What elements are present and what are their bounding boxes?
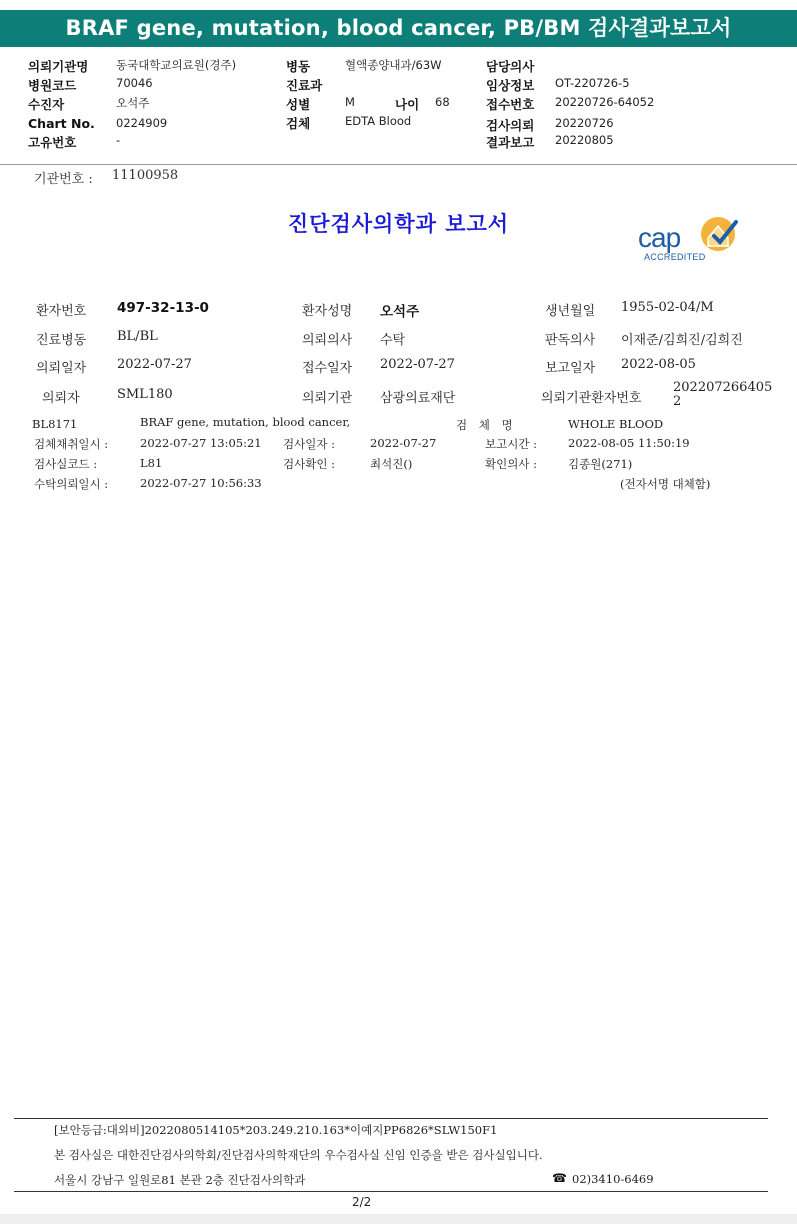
hdr-label-unique-no: 고유번호 bbox=[28, 135, 77, 150]
hdr-label-ward: 병동 bbox=[286, 59, 311, 74]
footer-bottom-rule bbox=[14, 1191, 768, 1192]
value-consign-time: 2022-07-27 10:56:33 bbox=[140, 476, 262, 490]
hdr-value-ward: 혈액종양내과/63W bbox=[345, 58, 442, 72]
value-lab-code: L81 bbox=[140, 456, 163, 470]
hdr-label-specimen: 검체 bbox=[286, 116, 311, 131]
hdr-value-report-date: 20220805 bbox=[555, 133, 614, 147]
value-test-date: 2022-07-27 bbox=[370, 436, 437, 450]
value-requester: SML180 bbox=[117, 387, 173, 402]
label-test-verify: 검사확인 : bbox=[283, 457, 335, 471]
hdr-label-age: 나이 bbox=[395, 97, 420, 112]
phone-icon: ☎ bbox=[552, 1171, 567, 1185]
address-line: 서울시 강남구 일원로81 본관 2층 진단검사의학과 bbox=[54, 1173, 306, 1187]
value-req-institution: 삼광의료재단 bbox=[380, 391, 456, 406]
value-care-ward: BL/BL bbox=[117, 329, 158, 344]
specimen-value: WHOLE BLOOD bbox=[568, 417, 664, 431]
institution-label: 기관번호 : bbox=[34, 172, 93, 187]
label-req-doctor: 의뢰의사 bbox=[302, 333, 353, 348]
label-care-ward: 진료병동 bbox=[36, 333, 87, 348]
report-title: 진단검사의학과 보고서 bbox=[287, 212, 510, 236]
top-margin bbox=[0, 0, 797, 10]
cap-brand-text: cap bbox=[638, 222, 681, 253]
value-inst-patient-no-line2: 2 bbox=[673, 394, 682, 409]
label-confirm-doctor: 확인의사 : bbox=[485, 457, 537, 471]
hdr-value-specimen: EDTA Blood bbox=[345, 114, 412, 128]
label-lab-code: 검사실코드 : bbox=[34, 457, 98, 471]
hdr-value-hospital-code: 70046 bbox=[116, 76, 153, 90]
value-confirm-doctor: 김종원(271) bbox=[568, 457, 633, 471]
label-req-institution: 의뢰기관 bbox=[302, 391, 353, 406]
hdr-label-chart-no: Chart No. bbox=[28, 116, 95, 131]
value-report-date: 2022-08-05 bbox=[621, 357, 696, 372]
header-divider bbox=[0, 164, 797, 165]
hdr-value-unique-no: - bbox=[116, 133, 121, 147]
value-req-doctor: 수탁 bbox=[380, 333, 406, 348]
test-code: BL8171 bbox=[32, 417, 78, 431]
hdr-label-receipt-no: 접수번호 bbox=[486, 97, 535, 112]
value-reading-doctor: 이재준/김희진/김희진 bbox=[621, 333, 743, 348]
page-number: 2/2 bbox=[352, 1195, 372, 1209]
label-consign-time: 수탁의뢰일시 : bbox=[34, 477, 109, 491]
label-report-date: 보고일자 bbox=[545, 361, 596, 376]
hdr-value-patient: 오석주 bbox=[116, 96, 150, 110]
value-patient-no: 497-32-13-0 bbox=[117, 300, 209, 316]
hdr-value-chart-no: 0224909 bbox=[116, 116, 168, 130]
hdr-label-report-date: 결과보고 bbox=[486, 135, 535, 150]
hdr-value-clinical: OT-220726-5 bbox=[555, 76, 630, 90]
label-report-time: 보고시간 : bbox=[485, 437, 537, 451]
label-patient-no: 환자번호 bbox=[36, 304, 87, 319]
cap-accredited-text: ACCREDITED bbox=[644, 252, 706, 262]
hdr-label-doctor: 담당의사 bbox=[486, 59, 535, 74]
label-receipt-date: 접수일자 bbox=[302, 361, 353, 376]
label-requester: 의뢰자 bbox=[42, 391, 80, 406]
test-name: BRAF gene, mutation, blood cancer, bbox=[140, 415, 351, 429]
hdr-value-org: 동국대학교의료원(경주) bbox=[116, 58, 237, 72]
value-report-time: 2022-08-05 11:50:19 bbox=[568, 436, 690, 450]
label-inst-patient-no: 의뢰기관환자번호 bbox=[541, 391, 642, 406]
value-req-date: 2022-07-27 bbox=[117, 357, 192, 372]
report-banner: BRAF gene, mutation, blood cancer, PB/BM 검사결과보고서 bbox=[0, 10, 797, 47]
footer-top-rule bbox=[14, 1118, 768, 1119]
hdr-label-dept: 진료과 bbox=[286, 78, 323, 93]
specimen-label: 검 체 명 bbox=[456, 418, 517, 432]
hdr-label-sex: 성별 bbox=[286, 97, 311, 112]
signature-note: (전자서명 대체함) bbox=[620, 477, 711, 491]
value-patient-name: 오석주 bbox=[380, 304, 420, 320]
value-collect-time: 2022-07-27 13:05:21 bbox=[140, 436, 262, 450]
label-collect-time: 검체채취일시 : bbox=[34, 437, 109, 451]
label-test-date: 검사일자 : bbox=[283, 437, 335, 451]
cap-accredited-logo bbox=[636, 214, 746, 270]
value-receipt-date: 2022-07-27 bbox=[380, 357, 455, 372]
value-birth: 1955-02-04/M bbox=[621, 300, 714, 315]
hdr-value-request-date: 20220726 bbox=[555, 116, 614, 130]
certification-line: 본 검사실은 대한진단검사의학회/진단검사의학재단의 우수검사실 신임 인증을 받은 검사실입니다. bbox=[54, 1148, 543, 1162]
bottom-strip bbox=[0, 1214, 797, 1224]
label-req-date: 의뢰일자 bbox=[36, 361, 87, 376]
hdr-label-org: 의뢰기관명 bbox=[28, 59, 89, 74]
phone-number: 02)3410-6469 bbox=[572, 1172, 654, 1186]
institution-number: 11100958 bbox=[112, 168, 179, 183]
hdr-value-age: 68 bbox=[435, 95, 450, 109]
label-reading-doctor: 판독의사 bbox=[545, 333, 596, 348]
hdr-label-hospital-code: 병원코드 bbox=[28, 78, 77, 93]
hdr-value-sex: M bbox=[345, 95, 355, 109]
hdr-label-request-date: 검사의뢰 bbox=[486, 118, 535, 133]
value-test-verify: 최석진() bbox=[370, 457, 413, 471]
label-patient-name: 환자성명 bbox=[302, 304, 353, 319]
hdr-label-patient: 수진자 bbox=[28, 97, 65, 112]
label-birth: 생년월일 bbox=[545, 304, 596, 319]
value-inst-patient-no-line1: 202207266405 bbox=[673, 380, 773, 395]
security-line: [보안등급:대외비]2022080514105*203.249.210.163*이예지PP6826*SLW150F1 bbox=[54, 1123, 498, 1137]
hdr-value-receipt-no: 20220726-64052 bbox=[555, 95, 655, 109]
hdr-label-clinical: 임상정보 bbox=[486, 78, 535, 93]
